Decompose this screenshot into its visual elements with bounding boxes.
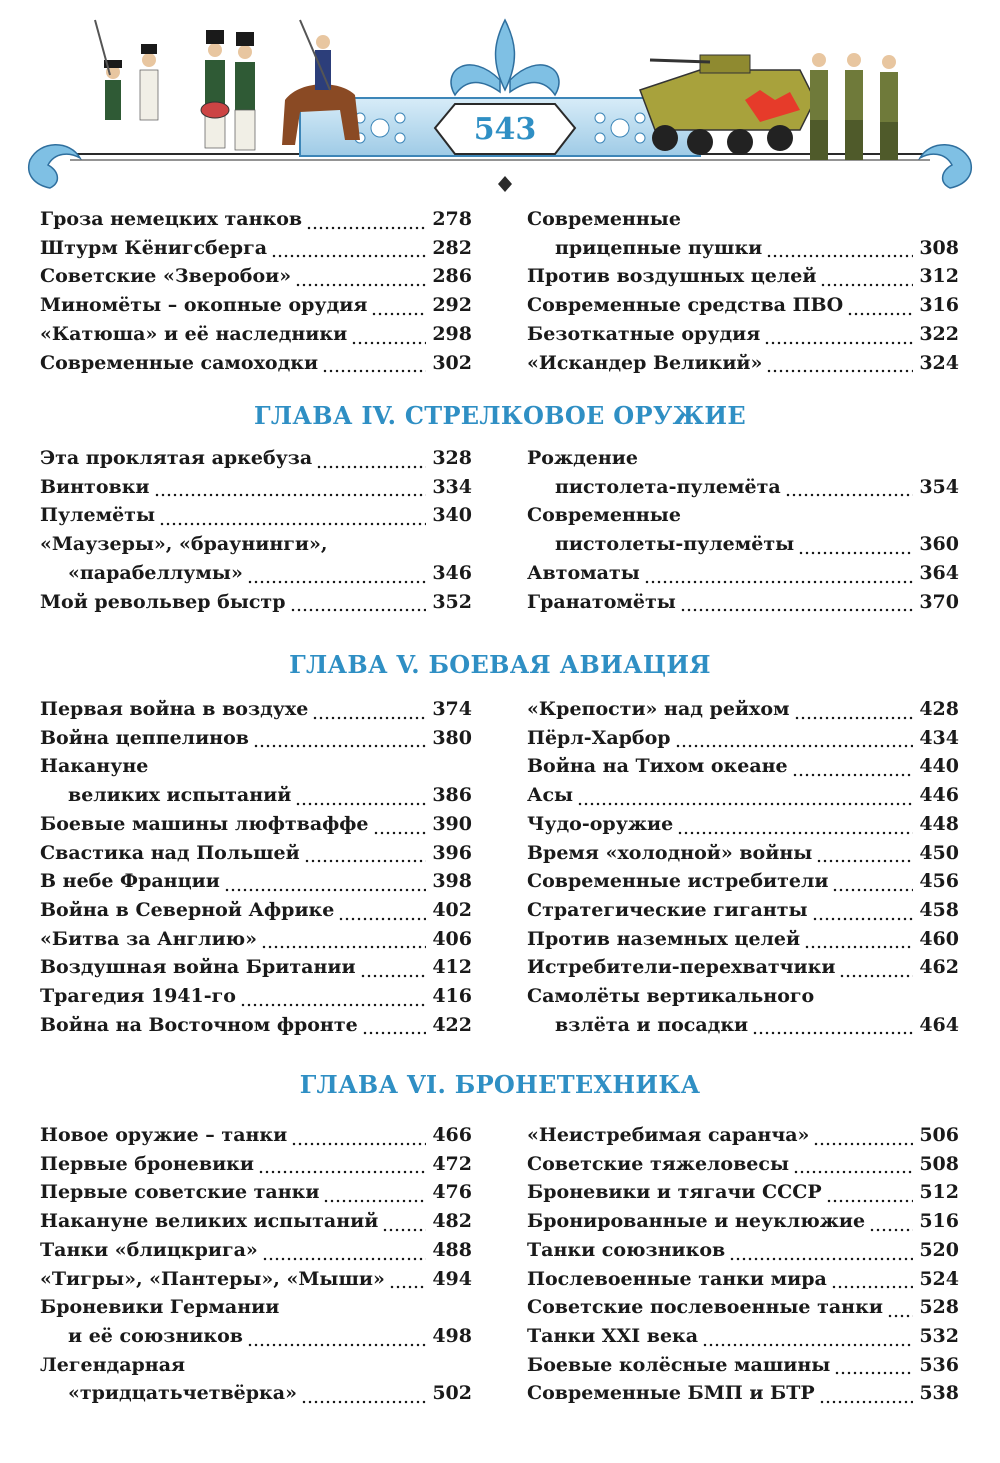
toc-entry-page: 308 [919, 236, 959, 259]
dot-leader [812, 901, 914, 921]
toc-column-left [40, 205, 472, 377]
dot-leader [793, 1154, 913, 1174]
toc-entry-title-line: Самолёты вертикального [527, 985, 815, 1008]
toc-entry-page: 360 [919, 533, 959, 556]
chapter-heading: ГЛАВА VI. БРОНЕТЕХНИКА [299, 1070, 701, 1099]
toc-entry-page: 292 [432, 294, 472, 317]
toc-entry [40, 320, 472, 349]
dot-leader [816, 843, 913, 863]
toc-entry-title-line: Современные [527, 208, 681, 230]
toc-entry [40, 982, 472, 1011]
toc-entry-page: 422 [432, 1013, 472, 1036]
toc-entry-title: «Неистребимая саранча» [527, 1124, 810, 1146]
toc-column-right [527, 1121, 959, 1408]
toc-entry-title: Чудо-оружие [527, 812, 674, 835]
dot-leader [290, 592, 427, 612]
dot-leader [373, 815, 427, 835]
toc-entry-title: великих испытаний [68, 784, 292, 807]
toc-column-left [40, 444, 472, 616]
toc-entry [527, 530, 959, 559]
toc-entry [527, 781, 959, 810]
toc-entry [40, 839, 472, 868]
toc-entry [527, 1322, 959, 1351]
toc-entry [527, 1121, 959, 1150]
toc-entry-title: В небе Франции [40, 870, 220, 893]
toc-entry-title: Танки XXI века [527, 1324, 699, 1347]
toc-entry-title-line: Накануне [40, 755, 149, 778]
toc-entry-page: 458 [919, 898, 959, 921]
dot-leader [312, 700, 426, 720]
dot-leader [839, 958, 913, 978]
dot-leader [291, 1126, 426, 1146]
toc-entry [527, 588, 959, 617]
toc-entry-title: Советские послевоенные танки [527, 1296, 883, 1319]
toc-entry-title: Мой револьвер быстр [40, 590, 286, 613]
toc-entry-page: 456 [919, 870, 959, 893]
dot-leader [813, 1126, 913, 1146]
toc-entry-page: 312 [919, 265, 959, 288]
toc-entry-page: 440 [919, 755, 959, 778]
dot-leader [798, 535, 913, 555]
dot-leader [159, 506, 426, 526]
toc-entry [527, 559, 959, 588]
toc-entry [527, 695, 959, 724]
dot-leader [834, 1355, 913, 1375]
toc-entry [40, 1178, 472, 1207]
toc-entry [527, 262, 959, 291]
toc-entry-page: 448 [919, 812, 959, 835]
dot-leader [820, 267, 913, 287]
dot-leader [301, 1384, 426, 1404]
toc-entry-page: 416 [432, 985, 472, 1008]
toc-entry-title: Бронированные и неуклюжие [527, 1210, 866, 1233]
toc-entry-title: Штурм Кёнигсберга [40, 236, 268, 259]
toc-entry [527, 349, 959, 378]
toc-entry [527, 839, 959, 868]
toc-entry-page: 370 [919, 590, 959, 613]
toc-entry-page: 512 [919, 1181, 959, 1204]
toc-column-right [527, 444, 959, 616]
toc-entry-page: 322 [919, 322, 959, 345]
dot-leader [261, 929, 426, 949]
toc-column-right [527, 695, 959, 1039]
toc-entry-page: 386 [432, 784, 472, 807]
toc-entry-page: 466 [432, 1124, 472, 1146]
toc-entry [527, 752, 959, 781]
dot-leader [154, 477, 427, 497]
dot-leader [240, 987, 426, 1007]
toc-entry-page: 538 [919, 1382, 959, 1405]
toc-entry-title-line: «Маузеры», «браунинги», [40, 533, 328, 556]
dot-leader [253, 728, 426, 748]
toc-entry [40, 205, 472, 234]
toc-entry [527, 1207, 959, 1236]
dot-leader [677, 815, 913, 835]
dot-leader [224, 872, 427, 892]
dot-leader [785, 477, 914, 497]
toc-entry-title: «Крепости» над рейхом [527, 698, 790, 720]
toc-entry-page: 476 [432, 1181, 472, 1204]
toc-entry-title: Танки союзников [527, 1238, 726, 1261]
toc-entry-page: 428 [919, 698, 959, 720]
toc-entry [527, 925, 959, 954]
toc-entry-title: и её союзников [68, 1324, 243, 1347]
toc-entry [527, 1150, 959, 1179]
toc-entry-title: Трагедия 1941-го [40, 985, 236, 1008]
toc-entry-page: 412 [432, 956, 472, 979]
dot-leader [764, 325, 913, 345]
toc-entry [527, 291, 959, 320]
dot-leader [316, 449, 426, 469]
toc-entry-title: Современные истребители [527, 870, 829, 893]
toc-entry-title: «Битва за Англию» [40, 927, 258, 950]
toc-entry [40, 444, 472, 473]
toc-entry-title: Война в Северной Африке [40, 898, 335, 921]
toc-entry [527, 1236, 959, 1265]
toc-entry-title: Первые броневики [40, 1152, 255, 1175]
toc-entry-page: 328 [432, 447, 472, 469]
toc-entry [40, 501, 472, 530]
toc-entry-title: прицепные пушки [555, 236, 763, 259]
toc-entry [527, 473, 959, 502]
toc-entry-page: 406 [432, 927, 472, 950]
toc-entry-title: Эта проклятая аркебуза [40, 447, 313, 469]
toc-entry-page: 446 [919, 784, 959, 807]
toc-entry-page: 516 [919, 1210, 959, 1233]
toc-entry [40, 724, 472, 753]
toc-entry [527, 810, 959, 839]
dot-leader [577, 786, 913, 806]
toc-entry-page: 298 [432, 322, 472, 345]
toc-entry-page: 380 [432, 726, 472, 749]
toc-entry-title: Война на Тихом океане [527, 755, 788, 778]
decorative-header [0, 0, 1000, 200]
toc-entry [40, 1265, 472, 1294]
toc-entry-title: Современные самоходки [40, 351, 319, 374]
dot-leader [351, 325, 426, 345]
toc-entry-page: 364 [919, 561, 959, 584]
toc-entry-title: Стратегические гиганты [527, 898, 808, 921]
toc-entry-title: Накануне великих испытаний [40, 1210, 379, 1233]
dot-leader [323, 1183, 426, 1203]
dot-leader [371, 296, 426, 316]
toc-entry-title: Боевые колёсные машины [527, 1353, 831, 1376]
toc-entry-page: 532 [919, 1324, 959, 1347]
toc-entry [527, 724, 959, 753]
toc-entry-title: Свастика над Польшей [40, 841, 300, 864]
toc-entry-title: Пулемёты [40, 504, 156, 527]
toc-entry-page: 460 [919, 927, 959, 950]
toc-entry-title: Автоматы [527, 561, 640, 584]
toc-entry [40, 291, 472, 320]
dot-leader [766, 238, 913, 258]
toc-entry-page: 434 [919, 726, 959, 749]
dot-leader [247, 1327, 426, 1347]
toc-entry-page: 374 [432, 698, 472, 720]
dot-leader [322, 353, 426, 373]
dot-leader [766, 353, 913, 373]
toc-entry-page: 494 [432, 1267, 472, 1290]
toc-entry-page: 398 [432, 870, 472, 893]
toc-entry-title: Боевые машины люфтваффе [40, 812, 369, 835]
header-ornament [0, 0, 1000, 200]
toc-entry [40, 781, 472, 810]
dot-leader [271, 238, 426, 258]
toc-entry-page: 316 [919, 294, 959, 317]
toc-entry-title: Новое оружие – танки [40, 1124, 288, 1146]
toc-entry-title: «Катюша» и её наследники [40, 322, 348, 345]
toc-entry-page: 450 [919, 841, 959, 864]
toc-entry [527, 320, 959, 349]
dot-leader [794, 700, 914, 720]
dot-leader [306, 210, 426, 230]
chapter-heading: ГЛАВА V. БОЕВАЯ АВИАЦИЯ [289, 650, 711, 679]
toc-entry-title: Против наземных целей [527, 927, 801, 950]
toc-entry-page: 482 [432, 1210, 472, 1233]
dot-leader [295, 786, 426, 806]
toc-entry-page: 402 [432, 898, 472, 921]
toc-entry [527, 1379, 959, 1408]
toc-entry-title: Безоткатные орудия [527, 322, 761, 345]
diamond-ornament-icon [498, 176, 512, 192]
toc-entry-title: Истребители-перехватчики [527, 956, 836, 979]
toc-entry-title: Танки «блицкрига» [40, 1238, 258, 1261]
toc-column-right [527, 205, 959, 377]
dot-leader [295, 267, 426, 287]
toc-entry-title: Послевоенные танки мира [527, 1267, 827, 1290]
toc-entry-title: «Тигры», «Пантеры», «Мыши» [40, 1267, 385, 1290]
toc-entry-page: 508 [919, 1152, 959, 1175]
toc-entry-title: пистолеты-пулемёты [555, 533, 795, 556]
toc-entry-page: 396 [432, 841, 472, 864]
toc-entry-title: Советские тяжеловесы [527, 1152, 790, 1175]
toc-entry [40, 262, 472, 291]
toc-entry [40, 473, 472, 502]
toc-entry-title-line: Броневики Германии [40, 1296, 280, 1319]
toc-entry-title-line: Современные [527, 504, 681, 527]
toc-entry [40, 1121, 472, 1150]
toc-entry-page: 462 [919, 956, 959, 979]
toc-entry-page: 278 [432, 208, 472, 230]
chapter-heading: ГЛАВА IV. СТРЕЛКОВОЕ ОРУЖИЕ [254, 401, 746, 430]
dot-leader [887, 1298, 913, 1318]
toc-entry [527, 1293, 959, 1322]
toc-entry [40, 867, 472, 896]
toc-entry-title-line: Легендарная [40, 1353, 186, 1376]
toc-entry-page: 528 [919, 1296, 959, 1319]
toc-entry-page: 352 [432, 590, 472, 613]
toc-entry-title: «Искандер Великий» [527, 351, 763, 374]
toc-entry [40, 1150, 472, 1179]
toc-entry-page: 302 [432, 351, 472, 374]
toc-entry-page: 286 [432, 265, 472, 288]
toc-entry [527, 953, 959, 982]
toc-entry [527, 1351, 959, 1380]
toc-entry-title: Против воздушных целей [527, 265, 817, 288]
toc-entry-page: 524 [919, 1267, 959, 1290]
toc-entry [527, 234, 959, 263]
toc-entry [527, 867, 959, 896]
toc-entry-title: Воздушная война Британии [40, 956, 356, 979]
toc-entry-title: Броневики и тягачи СССР [527, 1181, 822, 1204]
toc-entry-title: пистолета-пулемёта [555, 475, 781, 498]
dot-leader [389, 1269, 426, 1289]
dot-leader [680, 592, 914, 612]
dot-leader [258, 1154, 426, 1174]
toc-entry-page: 354 [919, 475, 959, 498]
toc-entry-title: Время «холодной» войны [527, 841, 813, 864]
toc-entry [40, 925, 472, 954]
toc-entry-title: взлёта и посадки [555, 1013, 749, 1036]
dot-leader [729, 1241, 913, 1261]
toc-entry-page: 506 [919, 1124, 959, 1146]
dot-leader [832, 872, 913, 892]
dot-leader [831, 1269, 914, 1289]
dot-leader [792, 757, 914, 777]
toc-entry-page: 282 [432, 236, 472, 259]
toc-entry-page: 488 [432, 1238, 472, 1261]
toc-entry-page: 334 [432, 475, 472, 498]
dot-leader [752, 1015, 913, 1035]
dot-leader [702, 1327, 913, 1347]
dot-leader [382, 1212, 426, 1232]
toc-entry-page: 472 [432, 1152, 472, 1175]
toc-entry-title: Винтовки [40, 475, 150, 498]
dot-leader [826, 1183, 914, 1203]
dot-leader [262, 1241, 427, 1261]
toc-column-left [40, 695, 472, 1039]
toc-column-left [40, 1121, 472, 1408]
toc-entry-page: 390 [432, 812, 472, 835]
toc-entry-title: Советские «Зверобои» [40, 265, 292, 288]
toc-entry [527, 896, 959, 925]
dot-leader [819, 1384, 914, 1404]
fleur-de-lis-icon [451, 20, 559, 95]
toc-entry-page: 464 [919, 1013, 959, 1036]
toc-entry-page: 324 [919, 351, 959, 374]
swirl-right-icon [920, 145, 971, 188]
toc-entry-title: Первая война в воздухе [40, 698, 309, 720]
toc-entry-title: Пёрл-Харбор [527, 726, 671, 749]
toc-entry-title: Первые советские танки [40, 1181, 320, 1204]
dot-leader [804, 929, 913, 949]
toc-entry [527, 1178, 959, 1207]
toc-entry [40, 234, 472, 263]
toc-entry [40, 349, 472, 378]
toc-entry [40, 1207, 472, 1236]
toc-entry-title: Гранатомёты [527, 590, 676, 613]
toc-entry-title: Война на Восточном фронте [40, 1013, 358, 1036]
dot-leader [360, 958, 427, 978]
toc-entry-title: Современные средства ПВО [527, 294, 844, 317]
toc-entry [40, 695, 472, 724]
toc-entry-title: Война цеппелинов [40, 726, 249, 749]
toc-entry [40, 1236, 472, 1265]
toc-entry-page: 520 [919, 1238, 959, 1261]
swirl-left-icon [29, 145, 80, 188]
dot-leader [869, 1212, 913, 1232]
dot-leader [247, 564, 426, 584]
toc-entry-title: Асы [527, 784, 574, 807]
dot-leader [304, 843, 427, 863]
toc-entry [40, 559, 472, 588]
dot-leader [644, 564, 914, 584]
toc-entry-title: «парабеллумы» [68, 561, 243, 584]
toc-entry [40, 896, 472, 925]
toc-entry-title-line: Рождение [527, 447, 638, 469]
toc-entry [40, 1322, 472, 1351]
toc-entry [40, 1379, 472, 1408]
toc-entry-page: 498 [432, 1324, 472, 1347]
dot-leader [338, 901, 426, 921]
toc-entry [527, 1265, 959, 1294]
toc-entry-title: «тридцатьчетвёрка» [68, 1382, 297, 1405]
toc-entry [40, 588, 472, 617]
dot-leader [362, 1015, 427, 1035]
toc-entry [40, 953, 472, 982]
toc-entry [40, 1011, 472, 1040]
toc-entry-page: 340 [432, 504, 472, 527]
toc-entry-title: Гроза немецких танков [40, 208, 303, 230]
toc-entry-page: 346 [432, 561, 472, 584]
toc-entry-title: Миномёты – окопные орудия [40, 294, 368, 317]
toc-entry-page: 502 [432, 1382, 472, 1405]
toc-entry-title: Современные БМП и БТР [527, 1382, 815, 1405]
toc-entry-page: 536 [919, 1353, 959, 1376]
toc-entry [527, 1011, 959, 1040]
dot-leader [847, 296, 913, 316]
toc-entry [40, 810, 472, 839]
page-number: 543 [473, 112, 537, 147]
dot-leader [675, 728, 914, 748]
